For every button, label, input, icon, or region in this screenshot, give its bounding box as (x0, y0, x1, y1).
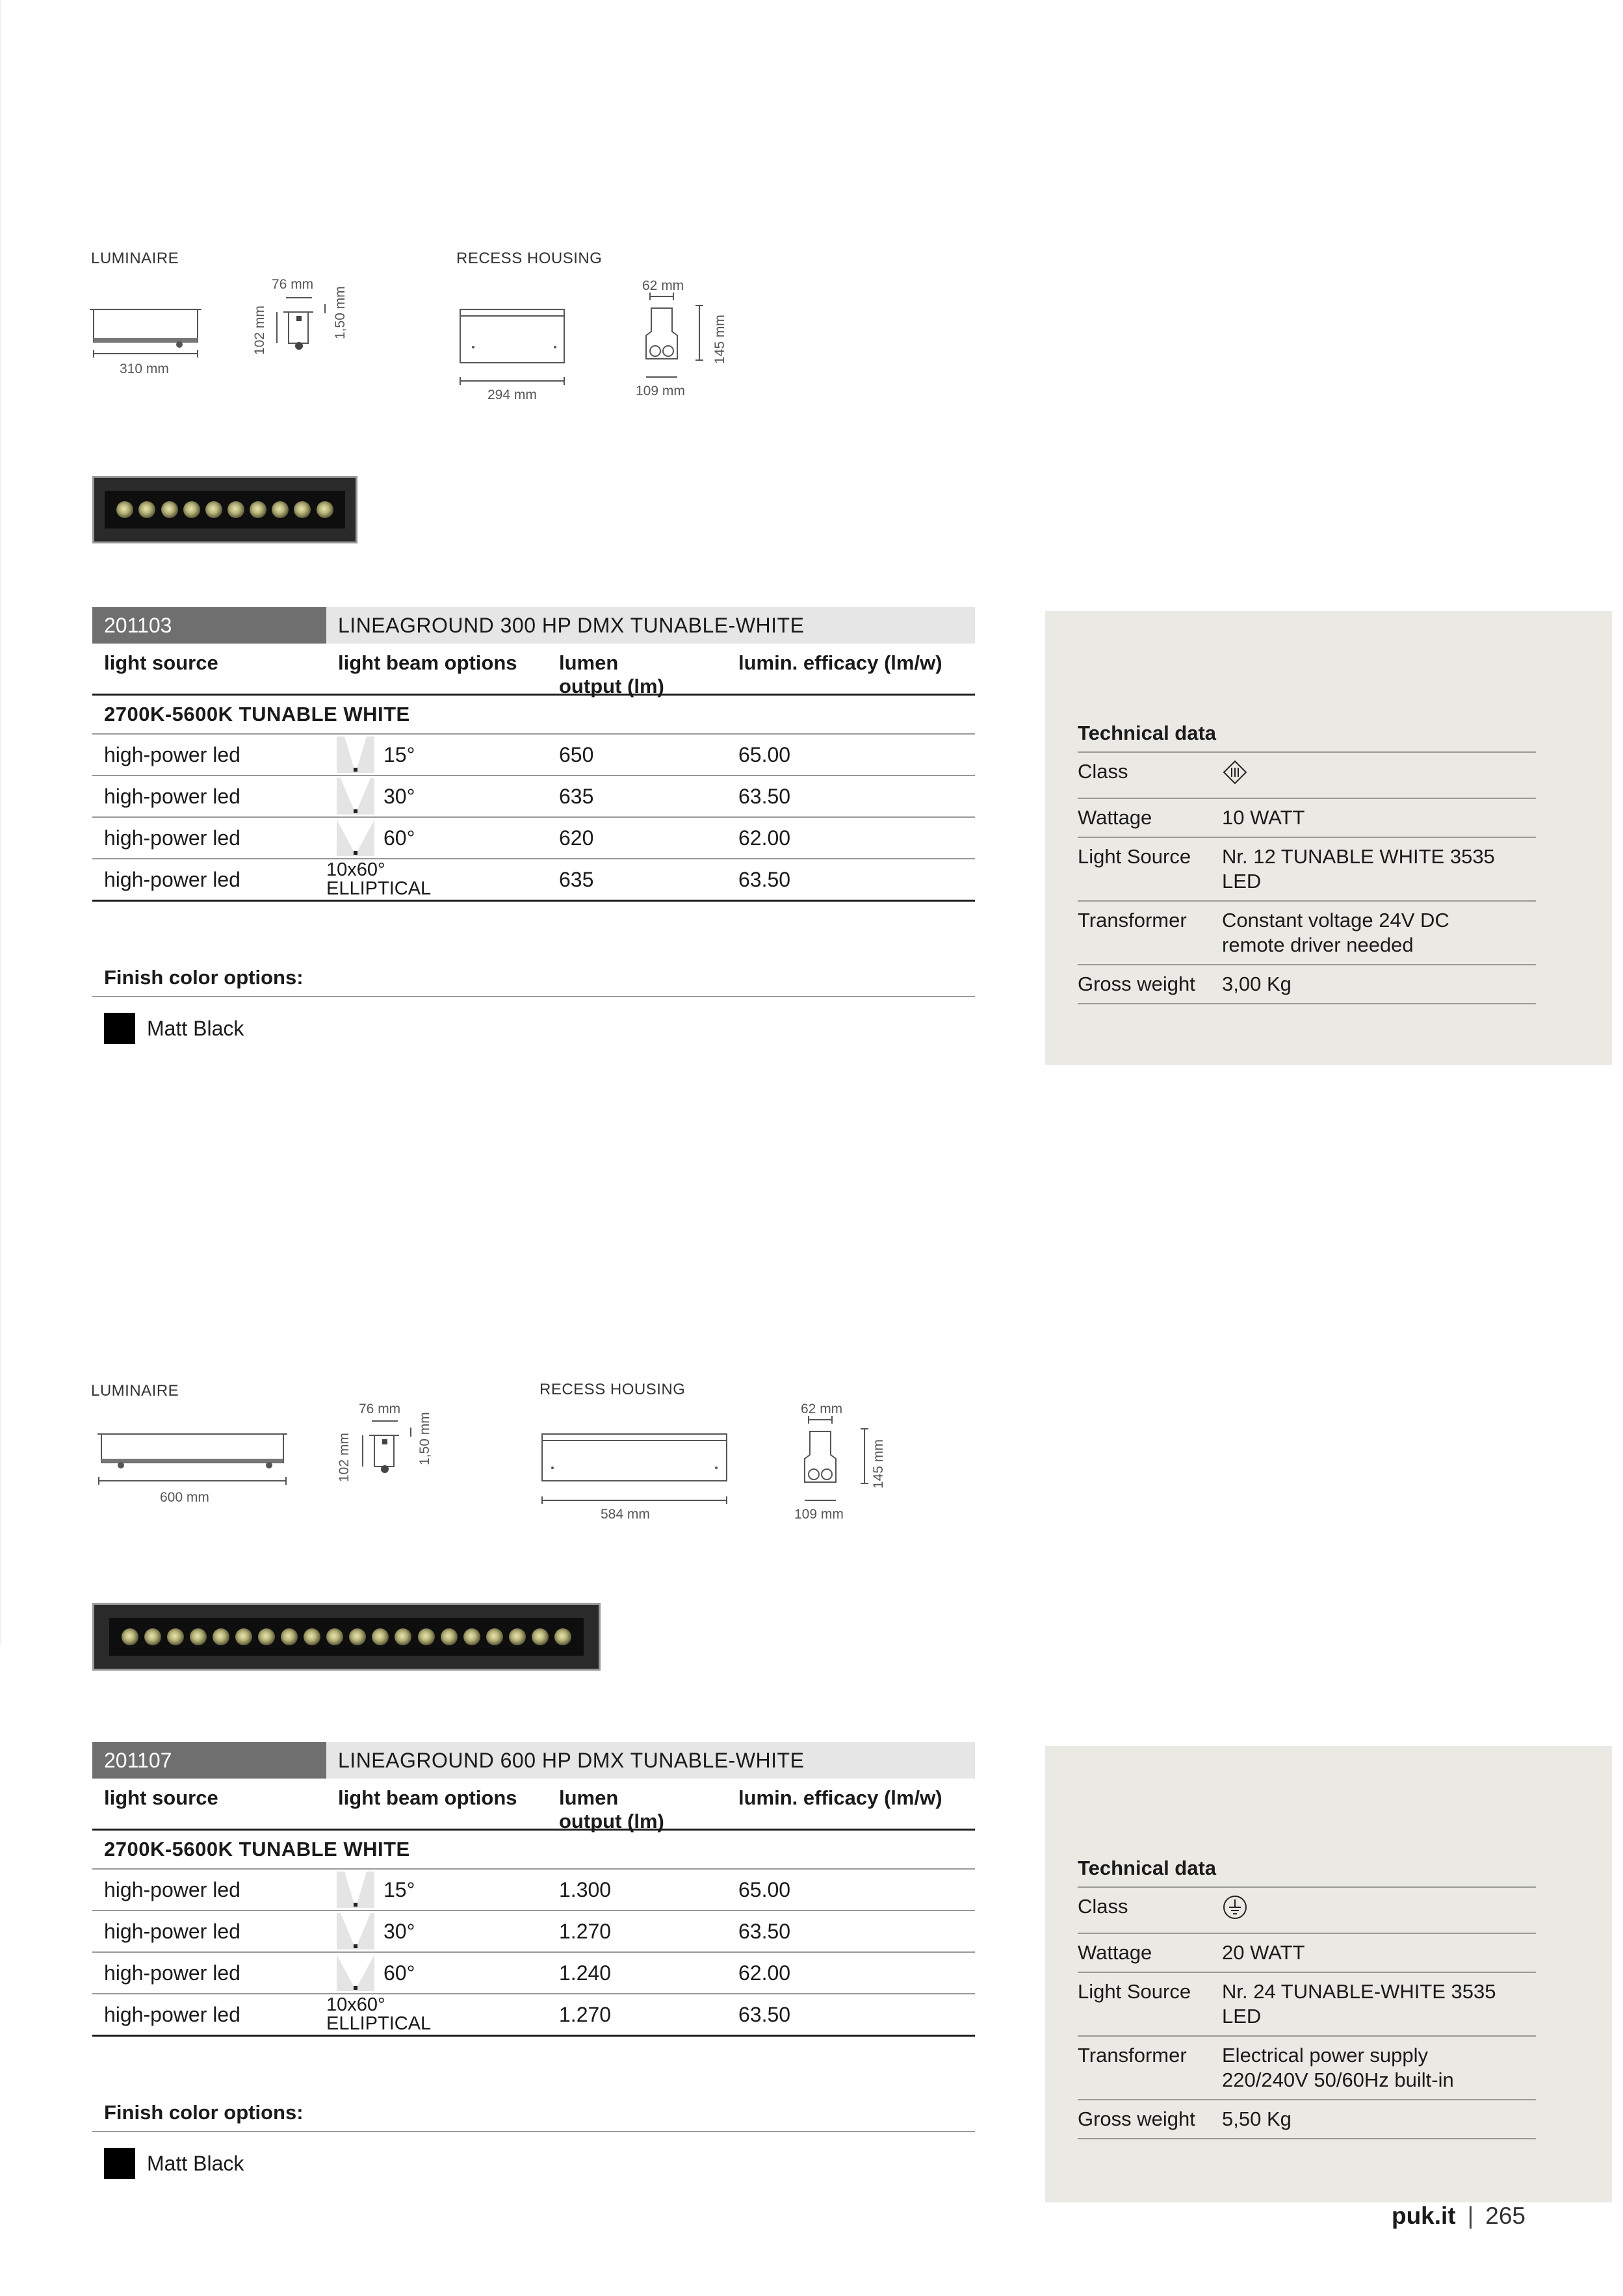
led-lens (205, 501, 222, 518)
class-iii-icon (1222, 759, 1248, 785)
recess-side-drawing (458, 306, 575, 390)
header-lumen-output (547, 1786, 738, 1833)
page-footer (1392, 2202, 1526, 2230)
led-lens (116, 501, 133, 518)
product-photo (92, 476, 357, 543)
cell-beam (326, 776, 547, 816)
beam-angle: 15° (383, 742, 415, 766)
beam-medium-icon (337, 1913, 374, 1950)
recess-section-drawing (637, 293, 715, 384)
tech-row-light-source (1078, 1973, 1536, 2037)
cell-efficacy: 63.50 (738, 867, 791, 891)
tech-row-transformer (1078, 2037, 1536, 2100)
luminaire-side-drawing (95, 1428, 290, 1486)
technical-data-title: Technical data (1078, 722, 1536, 753)
product-code: 201107 (92, 1742, 326, 1779)
tech-key: Gross weight (1078, 972, 1195, 995)
beam-medium-icon (337, 778, 374, 815)
header-efficacy: lumin. efficacy (lm/w) (738, 1786, 942, 1809)
recess-section-drawing (796, 1416, 880, 1507)
product-header (92, 1742, 975, 1779)
led-lens (294, 501, 311, 518)
cell-efficacy: 63.50 (738, 2002, 791, 2026)
recess-length-dim: 294 mm (487, 387, 537, 402)
tech-value: 5,50 Kg (1222, 2107, 1292, 2130)
led-lens (227, 501, 244, 518)
cell-light-source: high-power led (104, 742, 240, 766)
technical-data-panel (1045, 611, 1612, 1065)
tech-value (1222, 759, 1536, 791)
beam-narrow-icon (337, 737, 374, 773)
section-title: 2700K-5600K TUNABLE WHITE (92, 696, 975, 735)
header-lumen-line2: output (lm) (559, 1810, 664, 1833)
tech-row-weight (1078, 965, 1536, 1004)
tech-value (1222, 844, 1536, 894)
led-lens (326, 1628, 343, 1645)
recess-housing-label: RECESS HOUSING (539, 1381, 686, 1398)
cell-lumen: 1.240 (559, 1961, 612, 1985)
beam-wide-icon (337, 1955, 374, 1991)
header-lumen-output (547, 651, 738, 698)
led-strip (105, 491, 345, 529)
tech-value (1222, 908, 1536, 958)
led-lens (395, 1628, 411, 1645)
cell-light-source: high-power led (104, 826, 240, 850)
finish-divider (92, 996, 975, 997)
led-lens (509, 1628, 526, 1645)
cell-beam (326, 1953, 547, 1993)
led-lens (250, 501, 266, 518)
luminaire-side-drawing (88, 299, 205, 358)
led-strip (109, 1618, 583, 1656)
product-photo (92, 1603, 601, 1671)
recess-housing-label: RECESS HOUSING (456, 250, 603, 267)
cell-efficacy: 63.50 (738, 1919, 791, 1943)
led-lens (272, 501, 289, 518)
tech-row-wattage (1078, 1934, 1536, 1973)
recess-height-dim: 145 mm (871, 1439, 886, 1489)
technical-data-panel (1045, 1746, 1612, 2202)
led-lens (463, 1628, 480, 1645)
table-row (92, 859, 975, 902)
recess-height-dim: 145 mm (712, 315, 727, 364)
cell-efficacy: 65.00 (738, 1877, 791, 1901)
table-row (92, 1994, 975, 2037)
luminaire-flange-dim: 1,50 mm (333, 286, 348, 339)
section-title: 2700K-5600K TUNABLE WHITE (92, 1831, 975, 1870)
beam-angle: 30° (383, 784, 415, 808)
cell-light-source: high-power led (104, 1961, 240, 1985)
cell-lumen: 1.270 (559, 1919, 612, 1943)
finish-title: Finish color options: (104, 2101, 304, 2124)
cell-beam (326, 735, 547, 775)
product-code: 201103 (92, 607, 326, 644)
cell-light-source: high-power led (104, 867, 240, 891)
finish-color-label: Matt Black (147, 1017, 244, 1040)
luminaire-section-drawing (359, 1417, 424, 1482)
tech-key: Gross weight (1078, 2107, 1195, 2130)
led-lens (235, 1628, 252, 1645)
cell-light-source: high-power led (104, 2002, 240, 2026)
header-light-source: light source (104, 651, 218, 674)
tech-key: Light Source (1078, 1980, 1191, 2003)
luminaire-flange-dim: 1,50 mm (417, 1412, 432, 1465)
cell-beam (326, 1911, 547, 1951)
tech-key: Class (1078, 760, 1128, 783)
tech-row-class (1078, 1888, 1536, 1934)
led-lens (554, 1628, 571, 1645)
header-lumen-line2: output (lm) (559, 675, 664, 698)
table-row (92, 818, 975, 859)
page-edge (0, 0, 1, 1645)
technical-data-list (1078, 1857, 1536, 2139)
luminaire-width-dim: 76 mm (272, 277, 314, 292)
tech-value (1222, 2043, 1536, 2093)
tech-value (1222, 1894, 1536, 1926)
tech-value-line2: LED (1222, 870, 1262, 893)
product-header (92, 607, 975, 644)
product-table (92, 1742, 975, 2037)
cell-efficacy: 63.50 (738, 784, 791, 808)
cell-lumen: 635 (559, 867, 594, 891)
led-lens (190, 1628, 207, 1645)
cell-beam (326, 818, 547, 858)
tech-key: Wattage (1078, 806, 1152, 829)
led-lens (281, 1628, 298, 1645)
led-lens (532, 1628, 549, 1645)
beam-narrow-icon (337, 1872, 374, 1908)
led-lens (372, 1628, 389, 1645)
led-lens (441, 1628, 458, 1645)
cell-beam (326, 1870, 547, 1910)
tech-key: Transformer (1078, 909, 1187, 932)
tech-value: 20 WATT (1222, 1941, 1305, 1964)
recess-length-dim: 584 mm (601, 1507, 650, 1522)
beam-angle-line1: 10x60° (326, 1994, 385, 2015)
beam-wide-icon (337, 820, 374, 856)
led-lens (213, 1628, 229, 1645)
cell-lumen: 635 (559, 784, 594, 808)
luminaire-length-dim: 310 mm (120, 361, 169, 376)
tech-value-line1: Nr. 24 TUNABLE-WHITE 3535 (1222, 1980, 1496, 2003)
finish-color-label: Matt Black (147, 2152, 244, 2175)
cell-beam (326, 1996, 547, 2033)
table-row (92, 1911, 975, 1953)
tech-row-light-source (1078, 838, 1536, 902)
tech-value-line1: Electrical power supply (1222, 2044, 1429, 2067)
recess-side-drawing (539, 1430, 734, 1515)
luminaire-height-dim: 102 mm (252, 306, 267, 355)
cell-light-source: high-power led (104, 1877, 240, 1901)
header-efficacy: lumin. efficacy (lm/w) (738, 651, 942, 674)
led-lens (304, 1628, 320, 1645)
tech-row-class (1078, 753, 1536, 799)
cell-efficacy: 65.00 (738, 742, 791, 766)
color-swatch-black (104, 2148, 135, 2179)
led-lens (161, 501, 178, 518)
led-lens (138, 501, 155, 518)
header-beam-options: light beam options (338, 651, 517, 674)
table-row (92, 1870, 975, 1911)
page-number: 265 (1485, 2202, 1526, 2229)
tech-value-line1: Constant voltage 24V DC (1222, 909, 1449, 932)
beam-angle: 15° (383, 1877, 415, 1901)
luminaire-label: LUMINAIRE (91, 1382, 179, 1400)
header-lumen-line1: lumen (559, 651, 619, 674)
beam-angle-line2: ELLIPTICAL (326, 878, 432, 899)
tech-row-weight (1078, 2100, 1536, 2139)
tech-key: Wattage (1078, 1941, 1152, 1964)
table-row (92, 1953, 975, 1994)
table-row (92, 776, 975, 818)
led-lens (183, 501, 200, 518)
class-i-earth-icon (1222, 1894, 1248, 1920)
cell-lumen: 650 (559, 742, 594, 766)
beam-angle: 60° (383, 1961, 415, 1985)
led-lens (122, 1628, 138, 1645)
site-link[interactable]: puk.it (1391, 2202, 1456, 2229)
tech-key: Light Source (1078, 845, 1191, 868)
cell-light-source: high-power led (104, 1919, 240, 1943)
tech-value-line2: LED (1222, 2005, 1262, 2028)
luminaire-width-dim: 76 mm (359, 1402, 401, 1416)
finish-title: Finish color options: (104, 966, 304, 989)
tech-value-line1: Nr. 12 TUNABLE WHITE 3535 (1222, 845, 1495, 868)
led-lens (167, 1628, 184, 1645)
tech-key: Transformer (1078, 2044, 1187, 2067)
cell-lumen: 620 (559, 826, 594, 850)
led-lens (349, 1628, 366, 1645)
tech-value-line2: remote driver needed (1222, 933, 1414, 956)
led-lens (317, 501, 333, 518)
tech-value-line2: 220/240V 50/60Hz built-in (1222, 2068, 1454, 2091)
technical-data-list (1078, 722, 1536, 1004)
led-lens (144, 1628, 161, 1645)
tech-row-transformer (1078, 902, 1536, 965)
cell-lumen: 1.300 (559, 1877, 612, 1901)
product-name: LINEAGROUND 300 HP DMX TUNABLE-WHITE (326, 607, 975, 644)
led-lens (486, 1628, 503, 1645)
luminaire-height-dim: 102 mm (337, 1433, 352, 1482)
cell-efficacy: 62.00 (738, 1961, 791, 1985)
luminaire-length-dim: 600 mm (160, 1490, 209, 1505)
footer-separator: | (1467, 2202, 1474, 2229)
tech-value: 10 WATT (1222, 806, 1305, 829)
color-swatch-black (104, 1013, 135, 1044)
luminaire-label: LUMINAIRE (91, 250, 179, 267)
product-table (92, 607, 975, 902)
header-beam-options: light beam options (338, 1786, 517, 1809)
cell-lumen: 1.270 (559, 2002, 612, 2026)
beam-angle: 60° (383, 826, 415, 850)
cell-efficacy: 62.00 (738, 826, 791, 850)
tech-key: Class (1078, 1895, 1128, 1918)
technical-data-title: Technical data (1078, 1857, 1536, 1888)
recess-width-dim: 62 mm (642, 278, 684, 293)
finish-divider (92, 2131, 975, 2132)
beam-angle-line2: ELLIPTICAL (326, 2013, 432, 2034)
led-lens (258, 1628, 275, 1645)
cell-light-source: high-power led (104, 784, 240, 808)
recess-width-dim: 62 mm (801, 1402, 843, 1416)
header-light-source: light source (104, 1786, 218, 1809)
beam-angle-line1: 10x60° (326, 859, 385, 880)
column-headers (92, 644, 975, 696)
led-lens (418, 1628, 435, 1645)
cell-beam (326, 861, 547, 898)
beam-angle: 30° (383, 1919, 415, 1943)
product-name: LINEAGROUND 600 HP DMX TUNABLE-WHITE (326, 1742, 975, 1779)
tech-value: 3,00 Kg (1222, 972, 1292, 995)
header-lumen-line1: lumen (559, 1786, 619, 1809)
recess-depth-dim: 109 mm (636, 384, 685, 398)
recess-depth-dim: 109 mm (794, 1507, 844, 1522)
tech-value (1222, 1979, 1536, 2029)
tech-row-wattage (1078, 799, 1536, 838)
table-row (92, 735, 975, 776)
luminaire-section-drawing (273, 294, 338, 359)
column-headers (92, 1779, 975, 1831)
